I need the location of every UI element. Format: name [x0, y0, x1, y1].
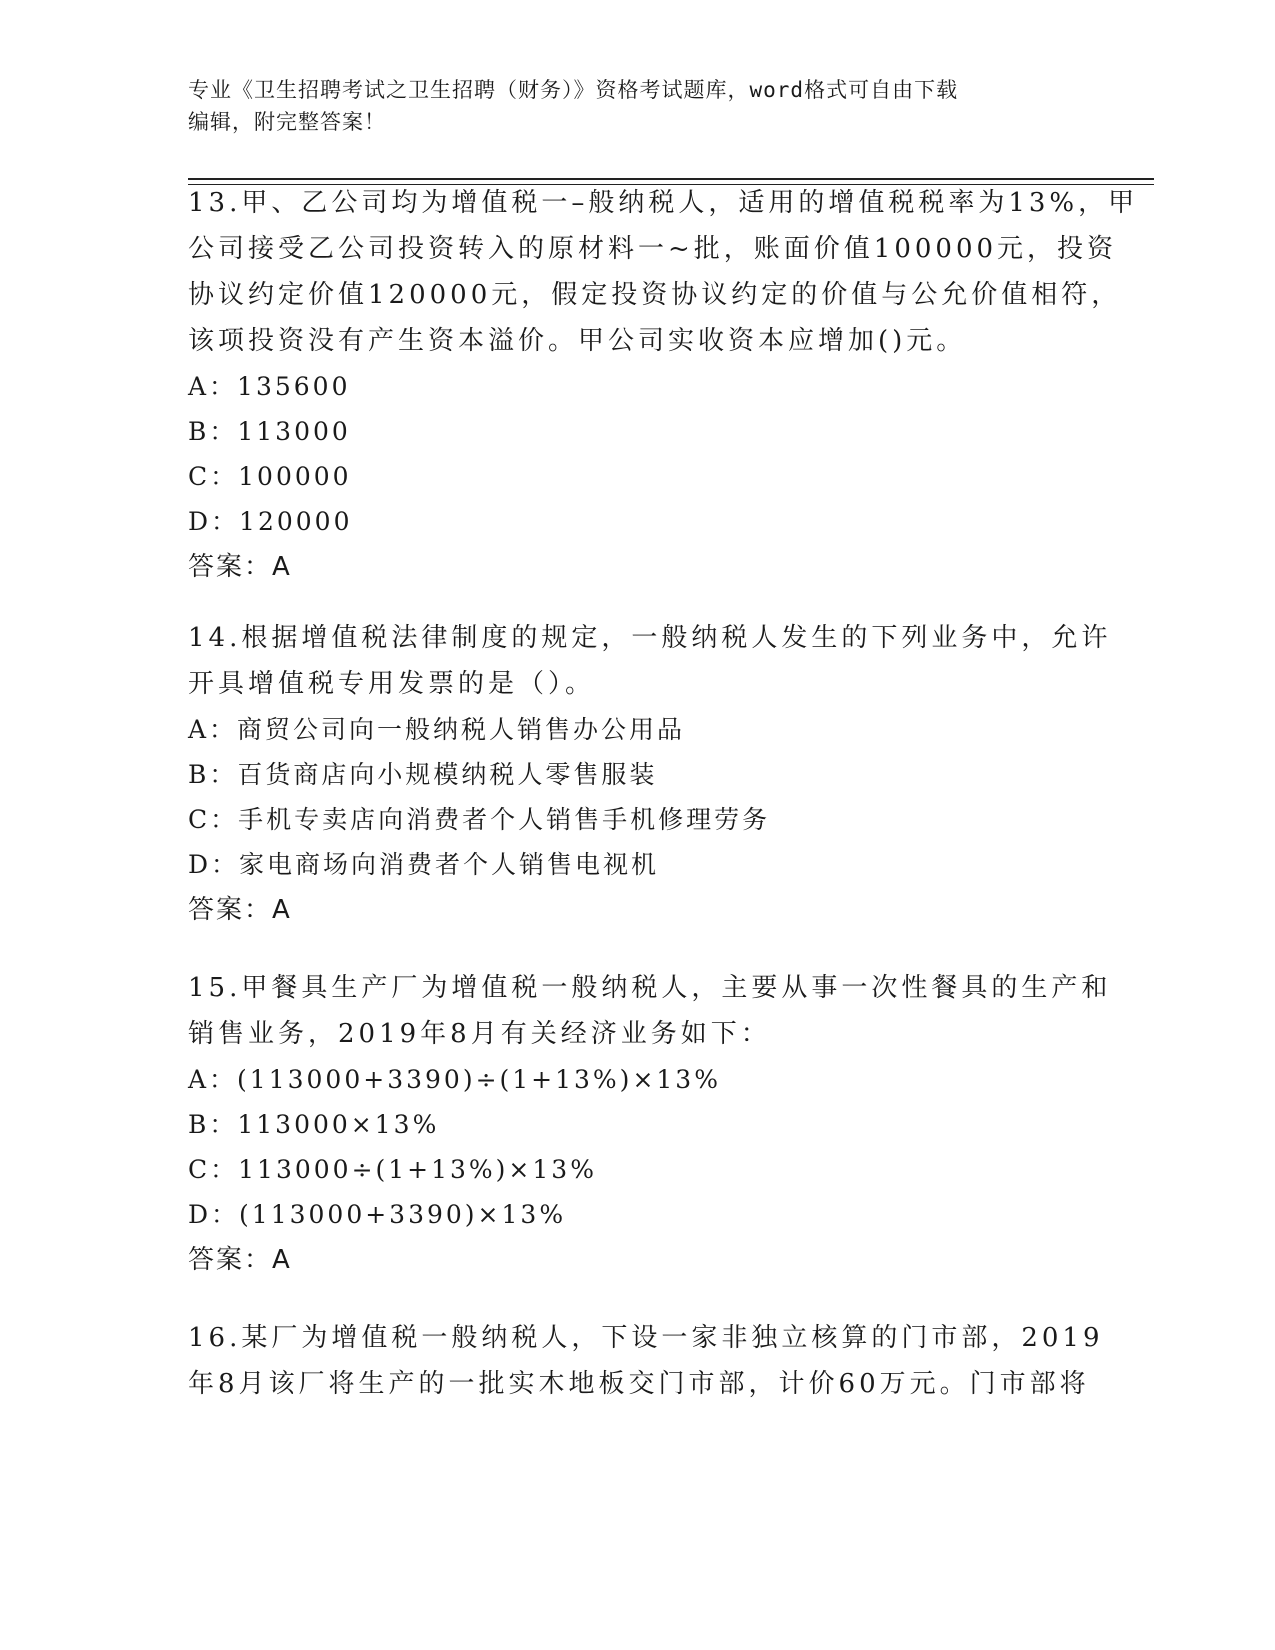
question-15 — [188, 965, 1112, 1283]
answer: 答案：A — [188, 895, 292, 925]
header-line-1: 专业《卫生招聘考试之卫生招聘（财务）》资格考试题库，word格式可自由下载 — [188, 78, 959, 102]
question-stem-line: 16.某厂为增值税一般纳税人，下设一家非独立核算的门市部，2019 — [188, 1323, 1104, 1353]
option-c: C：手机专卖店向消费者个人销售手机修理劳务 — [188, 805, 771, 834]
question-13 — [188, 180, 1139, 590]
option-c: C：100000 — [188, 462, 352, 491]
question-stem-line: 15.甲餐具生产厂为增值税一般纳税人，主要从事一次性餐具的生产和 — [188, 973, 1112, 1003]
option-d: D：120000 — [188, 507, 353, 536]
question-14 — [188, 615, 1112, 933]
question-stem-line: 开具增值税专用发票的是（）。 — [188, 669, 596, 699]
question-stem-line: 年8月该厂将生产的一批实木地板交门市部，计价60万元。门市部将 — [188, 1369, 1090, 1399]
question-stem-line: 公司接受乙公司投资转入的原材料一~批，账面价值100000元，投资 — [188, 234, 1118, 264]
answer: 答案：A — [188, 1245, 292, 1275]
option-d: D：(113000+3390)×13% — [188, 1200, 567, 1229]
option-a: A：135600 — [188, 372, 351, 401]
document-header — [188, 74, 1088, 138]
question-stem-line: 销售业务，2019年8月有关经济业务如下： — [188, 1019, 771, 1049]
answer: 答案：A — [188, 552, 292, 582]
question-stem-line: 13.甲、乙公司均为增值税一–般纳税人，适用的增值税税率为13%，甲 — [188, 188, 1139, 218]
option-a: A：商贸公司向一般纳税人销售办公用品 — [188, 715, 686, 744]
header-line-2: 编辑，附完整答案！ — [188, 110, 386, 134]
question-16 — [188, 1315, 1104, 1407]
option-b: B：113000 — [188, 417, 351, 446]
option-b: B：113000×13% — [188, 1110, 440, 1139]
option-a: A：(113000+3390)÷(1+13%)×13% — [188, 1065, 721, 1094]
option-c: C：113000÷(1+13%)×13% — [188, 1155, 597, 1184]
option-d: D：家电商场向消费者个人销售电视机 — [188, 850, 660, 879]
question-stem-line: 14.根据增值税法律制度的规定，一般纳税人发生的下列业务中，允许 — [188, 623, 1112, 653]
option-b: B：百货商店向小规模纳税人零售服装 — [188, 760, 658, 789]
question-stem-line: 协议约定价值120000元，假定投资协议约定的价值与公允价值相符， — [188, 280, 1122, 310]
question-stem-line: 该项投资没有产生资本溢价。甲公司实收资本应增加()元。 — [188, 326, 967, 356]
